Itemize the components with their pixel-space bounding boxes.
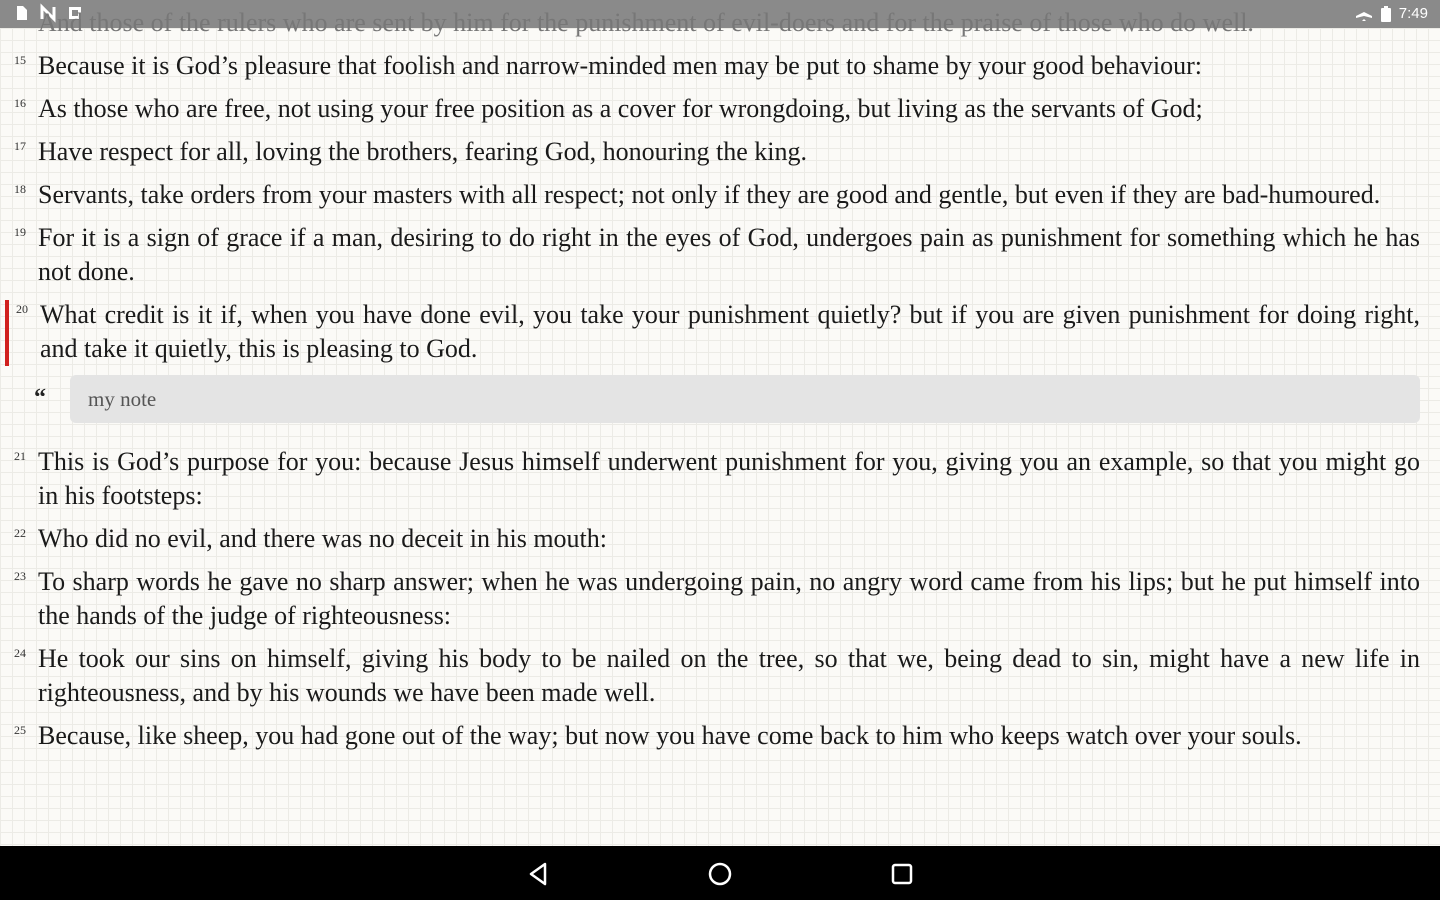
verse-number: 21	[14, 449, 26, 463]
verse-21[interactable]	[14, 445, 1420, 513]
verse-number: 18	[14, 182, 26, 196]
verse-number: 16	[14, 96, 26, 110]
verse-number: 24	[14, 646, 26, 660]
verse-text: As those who are free, not using your free position as a cover for wrongdoing, but living as the servants of God;	[38, 94, 1203, 123]
verse-number: 23	[14, 569, 26, 583]
verse-text: Servants, take orders from your masters with all respect; not only if they are good and gentle, but even if they are bad-humoured.	[38, 180, 1381, 209]
verse-15[interactable]	[14, 49, 1420, 83]
verse-24[interactable]	[14, 642, 1420, 710]
verse-number: 19	[14, 225, 26, 239]
verse-number: 22	[14, 526, 26, 540]
navigation-bar	[0, 846, 1440, 900]
verse-number: 20	[16, 302, 28, 316]
verse-20-highlighted[interactable]	[8, 298, 1420, 366]
verse-16[interactable]	[14, 92, 1420, 126]
recents-icon[interactable]	[888, 860, 916, 888]
verse-note[interactable]	[14, 375, 1420, 423]
back-icon[interactable]	[525, 860, 553, 888]
home-icon[interactable]	[706, 860, 734, 888]
verse-25[interactable]	[14, 719, 1420, 753]
quote-icon: “	[34, 385, 46, 411]
verse-number: 17	[14, 139, 26, 153]
verse-23[interactable]	[14, 565, 1420, 633]
clock: 7:49	[1398, 5, 1428, 22]
verse-text: He took our sins on himself, giving his body to be nailed on the tree, so that we, being dead to sin, might have a new life in righteousness, and by his wounds we have been made well.	[38, 644, 1420, 707]
verse-text: For it is a sign of grace if a man, desiring to do right in the eyes of God, undergoes pain as punishment for something which he has not done.	[38, 223, 1420, 286]
verse-number: 25	[14, 723, 26, 737]
verse-text: Have respect for all, loving the brothers, fearing God, honouring the king.	[38, 137, 807, 166]
verse-text: Because, like sheep, you had gone out of the way; but now you have come back to him who keeps watch over your souls.	[38, 721, 1302, 750]
verse-17[interactable]	[14, 135, 1420, 169]
verse-text: And those of the rulers who are sent by him for the punishment of evil-doers and for the praise of those who do well.	[38, 8, 1254, 37]
verse-text: To sharp words he gave no sharp answer; when he was undergoing pain, no angry word came from his lips; but he put himself into the hands of the judge of righteousness:	[38, 567, 1420, 630]
verse-text: What credit is it if, when you have done evil, you take your punishment quietly? but if you are given punishment for doing right, and take it quietly, this is pleasing to God.	[40, 300, 1420, 363]
verse-18[interactable]	[14, 178, 1420, 212]
verse-text: Because it is God’s pleasure that foolish and narrow-minded men may be put to shame by your good behaviour:	[38, 51, 1202, 80]
verse-19[interactable]	[14, 221, 1420, 289]
verse-14-partial[interactable]	[14, 6, 1420, 40]
note-text[interactable]: my note	[70, 375, 1420, 423]
verse-text: Who did no evil, and there was no deceit in his mouth:	[38, 524, 607, 553]
verse-22[interactable]	[14, 522, 1420, 556]
verse-text: This is God’s purpose for you: because Jesus himself underwent punishment for you, giving you an example, so that you might go in his footsteps:	[38, 447, 1420, 510]
verse-number: 15	[14, 53, 26, 67]
